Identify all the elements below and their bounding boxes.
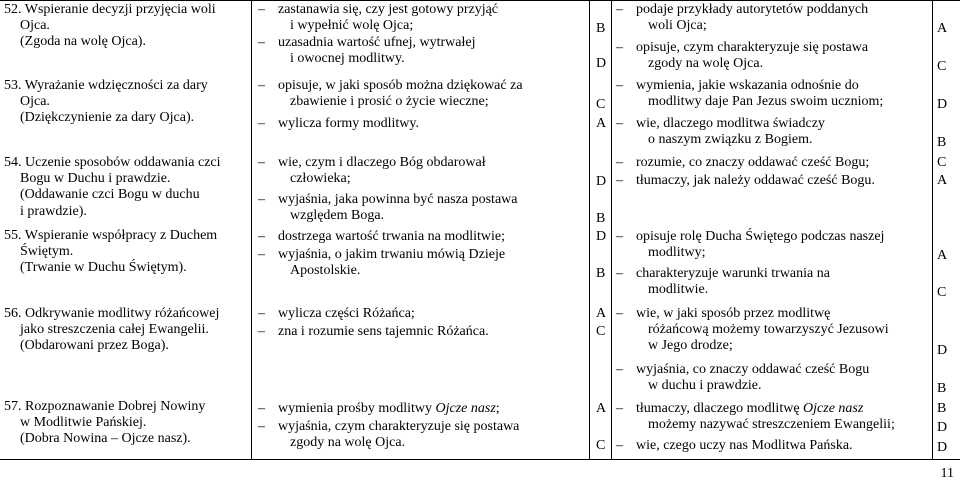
table-bottom-border xyxy=(0,459,960,460)
requirement-text: tłumaczy, dlaczego modlitwę Ojcze nasz xyxy=(636,401,864,416)
level-label: D xyxy=(937,440,948,455)
dash-marker: – xyxy=(616,306,623,321)
requirement-item xyxy=(616,40,932,72)
level-label: D xyxy=(596,174,607,189)
level-label: B xyxy=(937,381,947,396)
requirement-item xyxy=(616,229,932,261)
requirement-item xyxy=(616,362,932,394)
requirement-text: wie, w jaki sposób przez modlitwę xyxy=(636,306,831,321)
requirement-text: wyjaśnia, co znaczy oddawać cześć Bogu xyxy=(636,362,870,377)
requirement-text: wyjaśnia, o jakim trwaniu mówią Dzieje xyxy=(278,247,506,262)
requirement-text: wymienia, jakie wskazania odnośnie do xyxy=(636,78,859,93)
requirement-item xyxy=(258,35,588,67)
dash-marker: – xyxy=(258,78,265,93)
requirement-text: modlitwie. xyxy=(648,282,709,298)
requirement-text: i owocnej modlitwy. xyxy=(290,51,405,67)
topic-title: 57. Rozpoznawanie Dobrej Nowiny xyxy=(4,399,206,414)
level-label: B xyxy=(937,135,947,150)
dash-marker: – xyxy=(258,229,265,244)
requirement-text: uzasadnia wartość ufnej, wytrwałej xyxy=(278,35,476,50)
requirement-text: wie, czego uczy nas Modlitwa Pańska. xyxy=(636,438,853,453)
level-label: A xyxy=(596,116,607,131)
topic-subtitle: (Obdarowani przez Boga). xyxy=(20,338,169,354)
dash-marker: – xyxy=(616,173,623,188)
topic-title: 53. Wyrażanie wdzięczności za dary xyxy=(4,78,208,93)
column-divider xyxy=(589,0,590,460)
dash-marker: – xyxy=(616,401,623,416)
requirement-item xyxy=(258,192,588,224)
topic-subtitle: (Oddawanie czci Bogu w duchu xyxy=(20,187,200,203)
requirement-text: i wypełnić wolę Ojca; xyxy=(290,18,414,34)
level-label: B xyxy=(596,266,606,281)
requirement-item xyxy=(258,306,588,322)
requirement-item xyxy=(616,401,932,433)
requirement-item xyxy=(616,155,932,171)
requirement-item xyxy=(616,266,932,298)
level-label: C xyxy=(937,155,947,170)
requirement-item xyxy=(258,78,588,110)
requirement-item xyxy=(616,2,932,34)
level-label: A xyxy=(937,248,948,263)
table-top-border xyxy=(0,0,960,1)
dash-marker: – xyxy=(616,78,623,93)
level-label: C xyxy=(596,324,606,339)
prayer-name: Ojcze nasz xyxy=(803,401,864,416)
requirement-text: o naszym związku z Bogiem. xyxy=(648,132,813,148)
dash-marker: – xyxy=(616,266,623,281)
dash-marker: – xyxy=(258,155,265,170)
requirement-text: opisuje rolę Ducha Świętego podczas naszej xyxy=(636,229,885,244)
level-label: D xyxy=(937,97,948,112)
dash-marker: – xyxy=(258,306,265,321)
requirement-text: dostrzega wartość trwania na modlitwie; xyxy=(278,229,506,244)
requirement-text: rozumie, co znaczy oddawać cześć Bogu; xyxy=(636,155,870,170)
requirement-item xyxy=(258,116,588,132)
topic-subtitle: (Dziękczynienie za dary Ojca). xyxy=(20,110,195,126)
requirement-item xyxy=(258,229,588,245)
topic-56 xyxy=(4,306,248,355)
level-label: B xyxy=(937,401,947,416)
level-label: D xyxy=(937,343,948,358)
column-divider xyxy=(932,0,933,460)
topic-subtitle: (Dobra Nowina – Ojcze nasz). xyxy=(20,431,191,447)
topic-title: 54. Uczenie sposobów oddawania czci xyxy=(4,155,221,170)
requirement-text: różańcową możemy towarzyszyć Jezusowi xyxy=(648,322,889,338)
requirement-item xyxy=(616,78,932,110)
dash-marker: – xyxy=(616,2,623,17)
topic-title: Bogu w Duchu i prawdzie. xyxy=(20,171,171,187)
requirement-text: w Jego drodze; xyxy=(648,338,733,354)
dash-marker: – xyxy=(258,192,265,207)
dash-marker: – xyxy=(616,155,623,170)
topic-subtitle: (Zgoda na wolę Ojca). xyxy=(20,34,146,50)
requirement-item xyxy=(258,2,588,34)
requirement-text: zbawienie i prosić o życie wieczne; xyxy=(290,94,489,110)
topic-title: 56. Odkrywanie modlitwy różańcowej xyxy=(4,306,220,321)
topic-title: 55. Wspieranie współpracy z Duchem xyxy=(4,228,218,243)
prayer-name: Ojcze nasz xyxy=(435,401,496,416)
topic-subtitle: (Trwanie w Duchu Świętym). xyxy=(20,260,187,276)
dash-marker: – xyxy=(258,247,265,262)
dash-marker: – xyxy=(258,324,265,339)
level-label: C xyxy=(596,438,606,453)
dash-marker: – xyxy=(258,35,265,50)
requirement-text: względem Boga. xyxy=(290,208,385,224)
topic-54 xyxy=(4,155,248,220)
requirement-text: podaje przykłady autorytetów poddanych xyxy=(636,2,869,17)
dash-marker: – xyxy=(616,362,623,377)
requirement-text: w duchu i prawdzie. xyxy=(648,378,762,394)
requirement-text: możemy nazywać streszczeniem Ewangelii; xyxy=(648,417,895,433)
level-label: A xyxy=(596,401,607,416)
requirement-text: zgody na wolę Ojca. xyxy=(290,435,406,451)
requirement-item xyxy=(616,306,932,355)
requirement-item xyxy=(258,155,588,187)
topic-52 xyxy=(4,2,248,51)
requirement-item xyxy=(258,419,588,451)
level-label: C xyxy=(937,59,947,74)
requirement-text: wymienia prośby modlitwy Ojcze nasz; xyxy=(278,401,500,416)
dash-marker: – xyxy=(616,40,623,55)
requirement-text: charakteryzuje warunki trwania na xyxy=(636,266,830,281)
dash-marker: – xyxy=(258,419,265,434)
level-label: D xyxy=(596,56,607,71)
requirement-text: zna i rozumie sens tajemnic Różańca. xyxy=(278,324,489,339)
requirement-text: wyjaśnia, czym charakteryzuje się postawa xyxy=(278,419,520,434)
requirement-item xyxy=(616,116,932,148)
requirement-text: opisuje, czym charakteryzuje się postawa xyxy=(636,40,869,55)
level-label: A xyxy=(937,21,948,36)
requirement-item xyxy=(258,324,588,340)
topic-title: Ojca. xyxy=(20,94,50,110)
level-label: B xyxy=(596,211,606,226)
topic-title: 52. Wspieranie decyzji przyjęcia woli xyxy=(4,2,216,17)
page-number: 11 xyxy=(940,466,954,481)
topic-55 xyxy=(4,228,248,277)
requirement-text: modlitwy; xyxy=(648,245,706,261)
topic-title: Świętym. xyxy=(20,244,74,260)
level-label: A xyxy=(596,306,607,321)
requirement-text: wylicza formy modlitwy. xyxy=(278,116,420,131)
level-label: C xyxy=(596,97,606,112)
dash-marker: – xyxy=(616,438,623,453)
column-divider xyxy=(611,0,612,460)
requirement-text: wie, dlaczego modlitwa świadczy xyxy=(636,116,825,131)
topic-53 xyxy=(4,78,248,127)
requirement-text: wie, czym i dlaczego Bóg obdarował xyxy=(278,155,486,170)
level-label: D xyxy=(937,420,948,435)
dash-marker: – xyxy=(616,116,623,131)
requirement-item xyxy=(258,401,588,417)
requirement-text: wylicza części Różańca; xyxy=(278,306,415,321)
level-label: C xyxy=(937,285,947,300)
requirement-text: modlitwy daje Pan Jezus swoim uczniom; xyxy=(648,94,884,110)
topic-title: Ojca. xyxy=(20,18,50,34)
topic-57 xyxy=(4,399,248,448)
dash-marker: – xyxy=(258,2,265,17)
dash-marker: – xyxy=(258,401,265,416)
topic-title: jako streszczenia całej Ewangelii. xyxy=(20,322,209,338)
requirement-item xyxy=(616,173,932,189)
requirement-text: opisuje, w jaki sposób można dziękować za xyxy=(278,78,523,93)
topic-subtitle: i prawdzie). xyxy=(20,203,87,219)
requirement-text: Apostolskie. xyxy=(290,263,361,279)
dash-marker: – xyxy=(258,116,265,131)
requirement-text: wyjaśnia, jaka powinna być nasza postawa xyxy=(278,192,518,207)
dash-marker: – xyxy=(616,229,623,244)
requirement-text: zastanawia się, czy jest gotowy przyjąć xyxy=(278,2,499,17)
level-label: B xyxy=(596,21,606,36)
requirement-text: tłumaczy, jak należy oddawać cześć Bogu. xyxy=(636,173,875,188)
column-divider xyxy=(251,0,252,460)
requirement-item xyxy=(258,247,588,279)
requirement-item xyxy=(616,438,932,454)
level-label: D xyxy=(596,229,607,244)
requirement-text: człowieka; xyxy=(290,171,351,187)
requirement-text: woli Ojca; xyxy=(648,18,707,34)
level-label: A xyxy=(937,173,948,188)
topic-title: w Modlitwie Pańskiej. xyxy=(20,415,147,431)
requirement-text: zgody na wolę Ojca. xyxy=(648,56,764,72)
